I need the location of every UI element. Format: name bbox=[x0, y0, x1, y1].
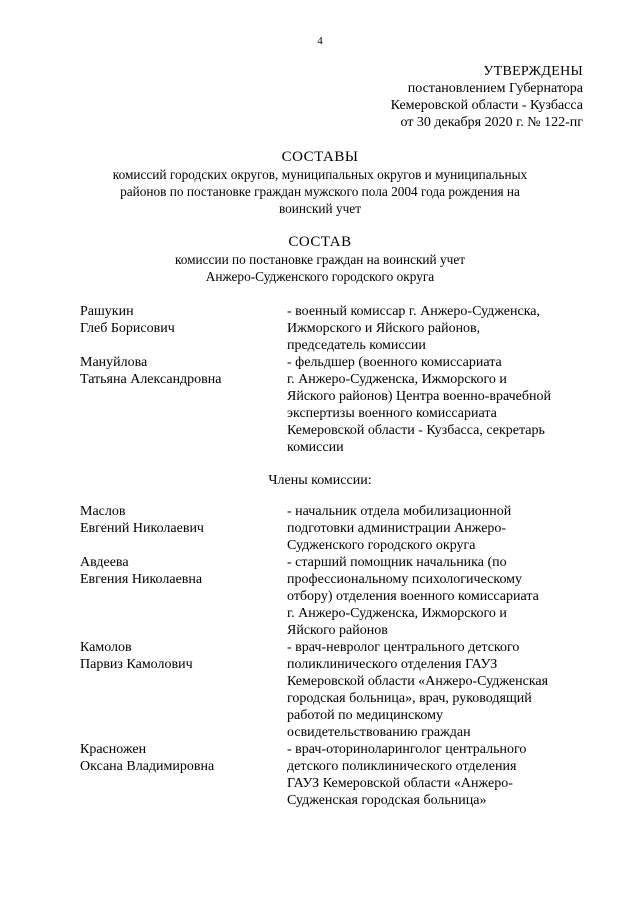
members-heading: Члены комиссии: bbox=[268, 473, 372, 488]
role-line: - врач-невролог центрального детского bbox=[287, 640, 520, 655]
member-surname: Рашукин bbox=[80, 304, 134, 319]
member-name bbox=[80, 741, 287, 809]
role-line: профессиональному психологическому bbox=[287, 572, 523, 587]
member-surname: Мануйлова bbox=[80, 355, 148, 370]
role-line: поликлинического отделения ГАУЗ bbox=[287, 657, 498, 672]
member-role bbox=[287, 741, 600, 809]
list-item bbox=[80, 639, 600, 741]
role-line: - фельдшер (военного комиссариата bbox=[287, 355, 502, 370]
member-name bbox=[80, 639, 287, 741]
member-role bbox=[287, 503, 600, 554]
list-item bbox=[80, 303, 600, 354]
role-line: детского поликлинического отделения bbox=[287, 759, 517, 774]
role-line: ГАУЗ Кемеровской области «Анжеро- bbox=[287, 776, 513, 791]
approval-stamp bbox=[391, 63, 583, 131]
main-heading bbox=[60, 149, 580, 217]
approval-line: постановлением Губернатора bbox=[407, 81, 583, 96]
role-line: г. Анжеро-Судженска, Ижморского и bbox=[287, 606, 507, 621]
member-role bbox=[287, 639, 600, 741]
member-surname: Маслов bbox=[80, 504, 126, 519]
main-heading-line: районов по постановке граждан мужского пола 2004 года рождения на bbox=[120, 184, 520, 199]
approval-line: Кемеровской области - Кузбасса bbox=[390, 98, 583, 113]
member-role bbox=[287, 554, 600, 639]
member-surname: Авдеева bbox=[80, 555, 129, 570]
role-line: Судженская городская больница» bbox=[287, 793, 487, 808]
member-given-name: Оксана Владимировна bbox=[80, 759, 215, 774]
role-line: - военный комиссар г. Анжеро-Судженска, bbox=[287, 304, 541, 319]
role-line: Судженского городского округа bbox=[287, 538, 476, 553]
role-line: работой по медицинскому bbox=[287, 708, 443, 723]
role-line: - начальник отдела мобилизационной bbox=[287, 504, 512, 519]
role-line: экспертизы военного комиссариата bbox=[287, 406, 497, 421]
member-given-name: Татьяна Александровна bbox=[80, 372, 222, 387]
role-line: подготовки администрации Анжеро- bbox=[287, 521, 507, 536]
member-name bbox=[80, 503, 287, 554]
member-role bbox=[287, 354, 600, 456]
role-line: Кемеровской области «Анжеро-Судженская bbox=[287, 674, 549, 689]
members-list bbox=[80, 503, 600, 809]
member-given-name: Парвиз Камолович bbox=[80, 657, 193, 672]
member-given-name: Глеб Борисович bbox=[80, 321, 175, 336]
commission-heading-title: СОСТАВ bbox=[288, 234, 352, 250]
role-line: Яйского районов bbox=[287, 623, 388, 638]
main-heading-title: СОСТАВЫ bbox=[281, 149, 359, 165]
main-heading-line: воинский учет bbox=[278, 201, 362, 216]
commission-heading-line: комиссии по постановке граждан на воинский учет bbox=[174, 252, 466, 267]
member-surname: Красножен bbox=[80, 742, 147, 757]
member-name bbox=[80, 554, 287, 639]
list-item bbox=[80, 503, 600, 554]
member-given-name: Евгения Николаевна bbox=[80, 572, 203, 587]
list-item bbox=[80, 741, 600, 809]
role-line: г. Анжеро-Судженска, Ижморского и bbox=[287, 372, 507, 387]
member-name bbox=[80, 303, 287, 354]
commission-heading-line: Анжеро-Судженского городского округа bbox=[205, 269, 435, 284]
page-number: 4 bbox=[317, 35, 323, 47]
role-line: освидетельствованию граждан bbox=[287, 725, 471, 740]
role-line: отбору) отделения военного комиссариата bbox=[287, 589, 539, 604]
role-line: - врач-оториноларинголог центрального bbox=[287, 742, 527, 757]
leaders-list bbox=[80, 303, 600, 456]
role-line: городская больница», врач, руководящий bbox=[287, 691, 532, 706]
role-line: - старший помощник начальника (по bbox=[287, 555, 507, 570]
role-line: комиссии bbox=[287, 440, 344, 455]
role-line: председатель комиссии bbox=[287, 338, 426, 353]
role-line: Ижморского и Яйского районов, bbox=[287, 321, 481, 336]
list-item bbox=[80, 554, 600, 639]
commission-heading bbox=[60, 234, 580, 285]
role-line: Кемеровской области - Кузбасса, секретарь bbox=[287, 423, 545, 438]
main-heading-line: комиссий городских округов, муниципальных округов и муниципальных bbox=[112, 167, 528, 182]
list-item bbox=[80, 354, 600, 456]
approval-title: УТВЕРЖДЕНЫ bbox=[483, 64, 583, 79]
approval-line: от 30 декабря 2020 г. № 122-пг bbox=[400, 115, 583, 130]
member-role bbox=[287, 303, 600, 354]
role-line: Яйского районов) Центра военно-врачебной bbox=[287, 389, 551, 404]
member-name bbox=[80, 354, 287, 456]
member-given-name: Евгений Николаевич bbox=[80, 521, 204, 536]
member-surname: Камолов bbox=[80, 640, 132, 655]
